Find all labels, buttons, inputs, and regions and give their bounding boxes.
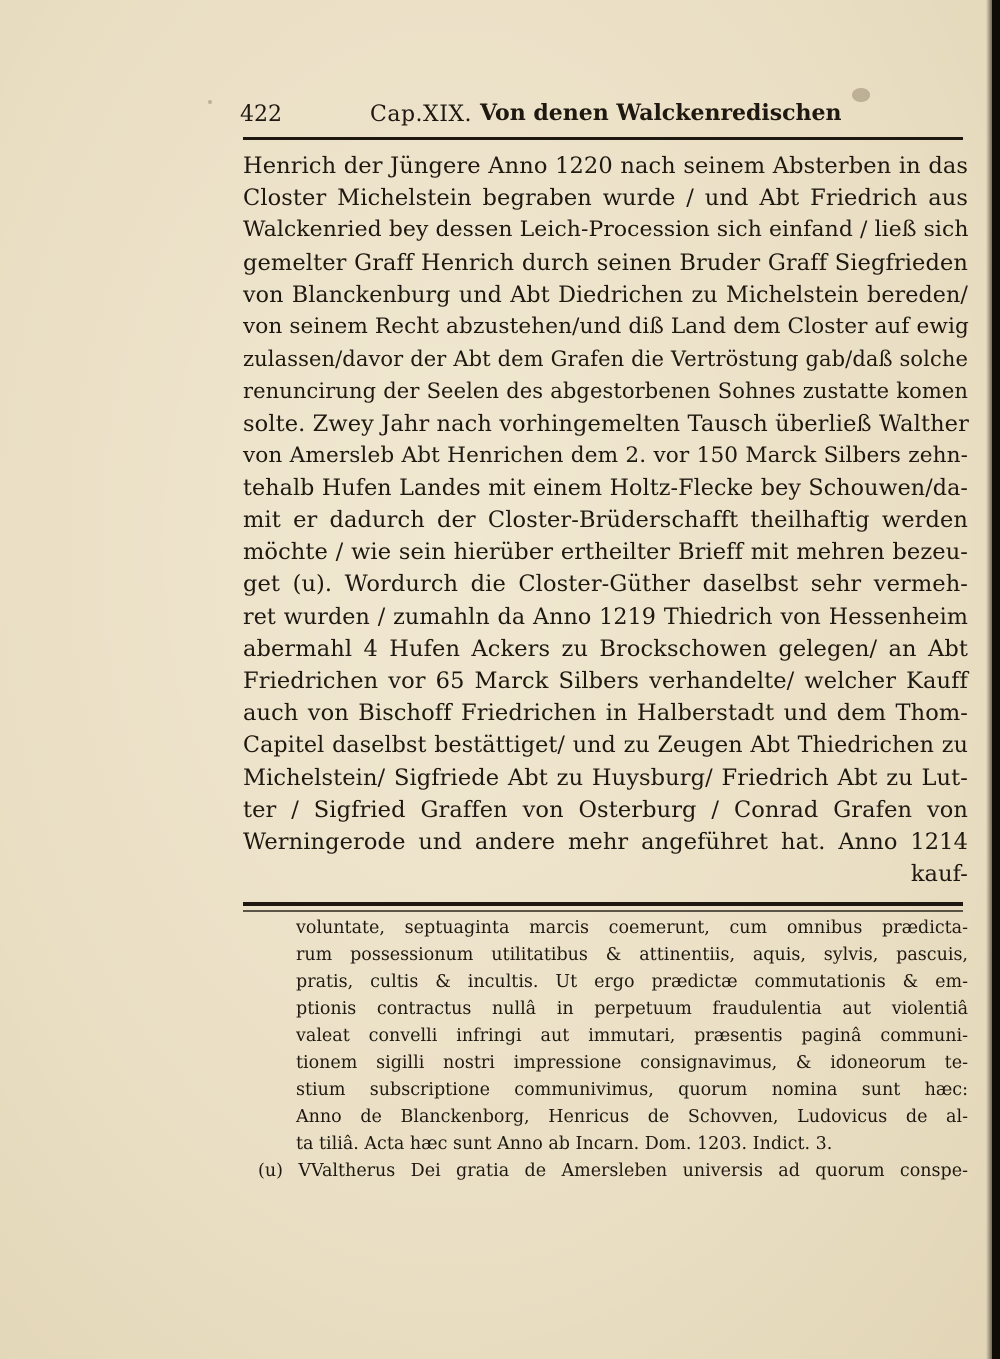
- text-line: von seinem Recht abzustehen/und diß Land dem Closter auf ewig: [243, 313, 969, 339]
- footnote-rule: [243, 902, 963, 906]
- text-line: abermahl 4 Hufen Ackers zu Brockschowen gelegen/ an Abt: [243, 635, 968, 662]
- header-rule: [243, 137, 963, 140]
- text-line: gemelter Graff Henrich durch seinen Bruder Graff Siegfrieden: [243, 249, 968, 276]
- text-line: zulassen/davor der Abt dem Grafen die Vertröstung gab/daß solche: [243, 347, 968, 372]
- paper-stain: [208, 100, 212, 104]
- text-line: solte. Zwey Jahr nach vorhingemelten Tausch überließ Walther: [243, 410, 969, 437]
- text-line: Michelstein/ Sigfriede Abt zu Huysburg/ Friedrich Abt zu Lut-: [243, 764, 968, 791]
- text-line: auch von Bischoff Friedrichen in Halberstadt und dem Thom-: [243, 700, 968, 727]
- text-line: tehalb Hufen Landes mit einem Holtz-Flecke bey Schouwen/da-: [243, 474, 968, 501]
- footnote-u: (u) VValtherus Dei gratia de Amersleben universis ad quorum conspe-: [258, 1161, 968, 1181]
- footnote-line: Anno de Blanckenborg, Henricus de Schovven, Ludovicus de al-: [296, 1107, 968, 1127]
- page-number: 422: [240, 102, 282, 127]
- footnote-line: tionem sigilli nostri impressione consignavimus, & idoneorum te-: [296, 1053, 968, 1073]
- catchword: kauf-: [910, 861, 968, 888]
- footnote-line: pratis, cultis & incultis. Ut ergo prædictæ commutationis & em-: [296, 972, 968, 992]
- main-text: [243, 150, 968, 890]
- text-line: Werningerode und andere mehr angeführet hat. Anno 1214: [243, 828, 968, 855]
- footnote-line: rum possessionum utilitatibus & attinentiis, aquis, sylvis, pascuis,: [296, 945, 968, 965]
- page-edge: [992, 0, 1000, 1359]
- text-line: get (u). Wordurch die Closter-Güther daselbst sehr vermeh-: [243, 571, 968, 598]
- footnotes: [258, 915, 968, 1185]
- text-line: Capitel daselbst bestättiget/ und zu Zeugen Abt Thiedrichen zu: [243, 732, 968, 759]
- text-line: Friedrichen vor 65 Marck Silbers verhandelte/ welcher Kauff: [243, 668, 968, 694]
- text-line: Closter Michelstein begraben wurde / und Abt Friedrich aus: [243, 185, 968, 212]
- footnote-line: stium subscriptione communivimus, quorum nomina sunt hæc:: [296, 1080, 968, 1100]
- text-line: von Blanckenburg und Abt Diedrichen zu Michelstein bereden/: [243, 281, 968, 308]
- text-line: mit er dadurch der Closter-Brüderschafft theilhaftig werden: [243, 507, 968, 534]
- footnote-line: voluntate, septuaginta marcis coemerunt, cum omnibus prædicta-: [296, 918, 968, 938]
- text-line: von Amersleb Abt Henrichen dem 2. vor 150 Marck Silbers zehn-: [243, 442, 968, 468]
- text-line: renuncirung der Seelen des abgestorbenen Sohnes zustatte komen: [243, 379, 968, 404]
- footnote-line: ta tiliâ. Acta hæc sunt Anno ab Incarn. Dom. 1203. Indict. 3.: [296, 1134, 833, 1154]
- footnote-line: ptionis contractus nullâ in perpetuum fraudulentia aut violentiâ: [296, 999, 968, 1019]
- footnote-rule-thin: [243, 910, 963, 912]
- running-header: [240, 98, 960, 134]
- text-line: ret wurden / zumahln da Anno 1219 Thiedrich von Hessenheim: [243, 603, 968, 630]
- text-line: ter / Sigfried Graffen von Osterburg / Conrad Grafen von: [243, 796, 968, 823]
- text-line: möchte / wie sein hierüber ertheilter Brieff mit mehren bezeu-: [243, 539, 968, 566]
- text-line: Walckenried bey dessen Leich-Procession sich einfand / ließ sich: [243, 217, 969, 243]
- running-title: Von denen Walckenredischen: [480, 100, 842, 126]
- chapter-label: Cap.XIX.: [370, 102, 473, 127]
- footnote-line: valeat convelli infringi aut immutari, præsentis paginâ communi-: [296, 1026, 968, 1046]
- text-line: Henrich der Jüngere Anno 1220 nach seinem Absterben in das: [243, 153, 968, 179]
